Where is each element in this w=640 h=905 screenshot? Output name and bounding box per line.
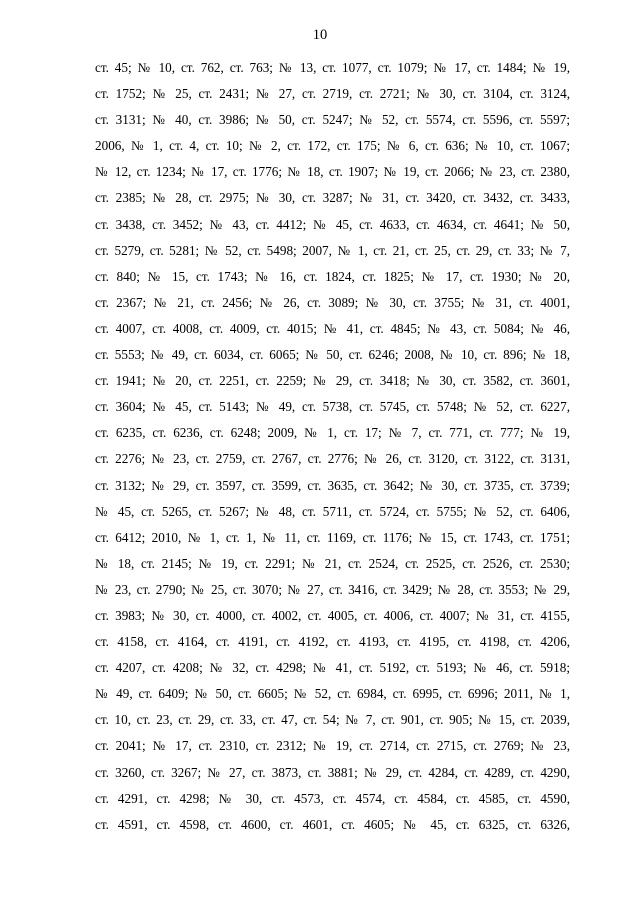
text-line: ст. 3604; № 45, ст. 5143; № 49, ст. 5738, ст. 5745, ст. 5748; № 52, ст. 6227, xyxy=(95,399,570,415)
text-line: ст. 6235, ст. 6236, ст. 6248; 2009, № 1, ст. 17; № 7, ст. 771, ст. 777; № 19, xyxy=(95,425,570,441)
text-line: ст. 45; № 10, ст. 762, ст. 763; № 13, ст. 1077, ст. 1079; № 17, ст. 1484; № 19, xyxy=(95,60,570,75)
text-line: ст. 10, ст. 23, ст. 29, ст. 33, ст. 47, ст. 54; № 7, ст. 901, ст. 905; № 15, ст. 2039, xyxy=(95,712,570,728)
text-line: ст. 6412; 2010, № 1, ст. 1, № 11, ст. 1169, ст. 1176; № 15, ст. 1743, ст. 1751; xyxy=(95,529,570,545)
text-line: ст. 4591, ст. 4598, ст. 4600, ст. 4601, ст. 4605; № 45, ст. 6325, ст. 6326, xyxy=(95,816,570,832)
text-line: 2006, № 1, ст. 4, ст. 10; № 2, ст. 172, ст. 175; № 6, ст. 636; № 10, ст. 1067; xyxy=(95,138,570,154)
text-line: ст. 4291, ст. 4298; № 30, ст. 4573, ст. 4574, ст. 4584, ст. 4585, ст. 4590, xyxy=(95,790,570,806)
text-line: ст. 3438, ст. 3452; № 43, ст. 4412; № 45, ст. 4633, ст. 4634, ст. 4641; № 50, xyxy=(95,216,570,232)
text-line: ст. 2041; № 17, ст. 2310, ст. 2312; № 19, ст. 2714, ст. 2715, ст. 2769; № 23, xyxy=(95,738,570,754)
text-line: ст. 3132; № 29, ст. 3597, ст. 3599, ст. 3635, ст. 3642; № 30, ст. 3735, ст. 3739; xyxy=(95,477,570,493)
text-line: ст. 5553; № 49, ст. 6034, ст. 6065; № 50, ст. 6246; 2008, № 10, ст. 896; № 18, xyxy=(95,347,570,363)
document-body xyxy=(95,58,570,841)
text-line: ст. 4158, ст. 4164, ст. 4191, ст. 4192, ст. 4193, ст. 4195, ст. 4198, ст. 4206, xyxy=(95,634,570,650)
text-line: ст. 5279, ст. 5281; № 52, ст. 5498; 2007, № 1, ст. 21, ст. 25, ст. 29, ст. 33; № 7, xyxy=(95,242,570,258)
text-line: № 49, ст. 6409; № 50, ст. 6605; № 52, ст. 6984, ст. 6995, ст. 6996; 2011, № 1, xyxy=(95,686,570,702)
text-line: ст. 1752; № 25, ст. 2431; № 27, ст. 2719, ст. 2721; № 30, ст. 3104, ст. 3124, xyxy=(95,86,570,102)
text-line: ст. 2385; № 28, ст. 2975; № 30, ст. 3287; № 31, ст. 3420, ст. 3432, ст. 3433, xyxy=(95,190,570,206)
text-line: ст. 4207, ст. 4208; № 32, ст. 4298; № 41, ст. 5192, ст. 5193; № 46, ст. 5918; xyxy=(95,660,570,676)
text-line: ст. 4007, ст. 4008, ст. 4009, ст. 4015; № 41, ст. 4845; № 43, ст. 5084; № 46, xyxy=(95,320,570,336)
text-line: № 18, ст. 2145; № 19, ст. 2291; № 21, ст. 2524, ст. 2525, ст. 2526, ст. 2530; xyxy=(95,555,570,571)
text-line: № 23, ст. 2790; № 25, ст. 3070; № 27, ст. 3416, ст. 3429; № 28, ст. 3553; № 29, xyxy=(95,581,570,597)
text-line: ст. 840; № 15, ст. 1743; № 16, ст. 1824, ст. 1825; № 17, ст. 1930; № 20, xyxy=(95,268,570,284)
text-line: № 12, ст. 1234; № 17, ст. 1776; № 18, ст. 1907; № 19, ст. 2066; № 23, ст. 2380, xyxy=(95,164,570,180)
text-line: ст. 2367; № 21, ст. 2456; № 26, ст. 3089; № 30, ст. 3755; № 31, ст. 4001, xyxy=(95,294,570,310)
text-line: ст. 1941; № 20, ст. 2251, ст. 2259; № 29, ст. 3418; № 30, ст. 3582, ст. 3601, xyxy=(95,373,570,389)
text-line: ст. 3983; № 30, ст. 4000, ст. 4002, ст. 4005, ст. 4006, ст. 4007; № 31, ст. 4155, xyxy=(95,607,570,623)
text-line: ст. 3260, ст. 3267; № 27, ст. 3873, ст. 3881; № 29, ст. 4284, ст. 4289, ст. 4290, xyxy=(95,764,570,780)
text-line: ст. 3131; № 40, ст. 3986; № 50, ст. 5247; № 52, ст. 5574, ст. 5596, ст. 5597; xyxy=(95,112,570,128)
text-line: № 45, ст. 5265, ст. 5267; № 48, ст. 5711, ст. 5724, ст. 5755; № 52, ст. 6406, xyxy=(95,503,570,519)
text-line: ст. 2276; № 23, ст. 2759, ст. 2767, ст. 2776; № 26, ст. 3120, ст. 3122, ст. 3131, xyxy=(95,451,570,467)
page-number: 10 xyxy=(312,27,328,43)
